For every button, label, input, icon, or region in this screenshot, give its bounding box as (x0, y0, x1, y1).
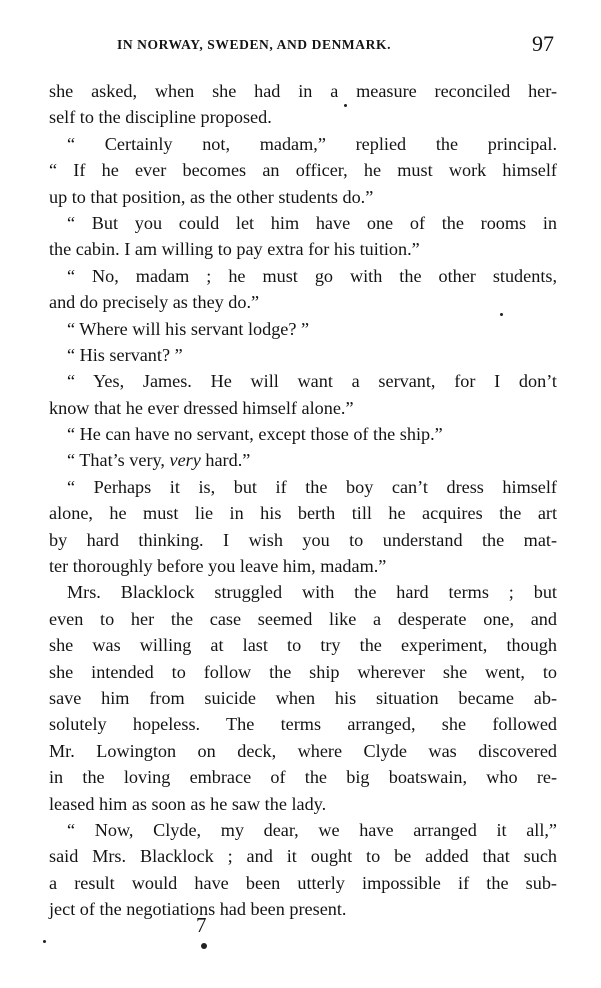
signature-mark: 7 (196, 913, 207, 937)
stray-mark (43, 940, 46, 943)
running-head: IN NORWAY, SWEDEN, AND DENMARK. (117, 37, 392, 52)
text-line: “ He can have no servant, except those of the ship.” (67, 424, 443, 445)
text-line: save him from suicide when his situation became ab- (49, 687, 557, 708)
text-line: self to the discipline proposed. (49, 107, 272, 128)
text-line: and do precisely as they do.” (49, 292, 260, 313)
stray-mark (201, 943, 207, 949)
text-line: alone, he must lie in his berth till he acquires the art (49, 503, 557, 524)
text-line: know that he ever dressed himself alone.” (49, 397, 354, 418)
text-line: “ No, madam ; he must go with the other students, (67, 265, 557, 286)
page-header (0, 30, 601, 60)
text-line: said Mrs. Blacklock ; and it ought to be added that such (49, 846, 557, 867)
text-line: she intended to follow the ship wherever she went, to (49, 661, 557, 682)
text-line: “ But you could let him have one of the rooms in (67, 212, 557, 233)
text-line: up to that position, as the other students do.” (49, 186, 374, 207)
text-line: by hard thinking. I wish you to understand the mat- (49, 529, 557, 550)
text-line: “ His servant? ” (67, 344, 183, 365)
text-line: ject of the negotiations had been present. (49, 899, 347, 920)
text-line: solutely hopeless. The terms arranged, she followed (49, 714, 557, 735)
text-line: “ Perhaps it is, but if the boy can’t dress himself (67, 476, 557, 497)
text-line: “ If he ever becomes an officer, he must work himself (49, 160, 557, 181)
text-line: a result would have been utterly impossible if the sub- (49, 872, 557, 893)
text-line: Mrs. Blacklock struggled with the hard terms ; but (67, 582, 557, 603)
text-line: even to her the case seemed like a desperate one, and (49, 608, 557, 629)
text-line: leased him as soon as he saw the lady. (49, 793, 327, 814)
text-line: in the loving embrace of the big boatswain, who re- (49, 767, 557, 788)
text-line: “ Where will his servant lodge? ” (67, 318, 310, 339)
body-text (49, 78, 557, 923)
page-number: 97 (532, 31, 554, 56)
emphasis: very (169, 450, 201, 471)
text-line: “ Now, Clyde, my dear, we have arranged it all,” (67, 819, 557, 840)
text-line: Mr. Lowington on deck, where Clyde was discovered (49, 740, 557, 761)
text-line: “ Yes, James. He will want a servant, for I don’t (67, 371, 557, 392)
text-line: she asked, when she had in a measure reconciled her- (49, 81, 557, 101)
text-line: “ That’s very, very hard.” (67, 450, 251, 471)
text-line: she was willing at last to try the experiment, though (49, 635, 557, 656)
stray-mark (344, 104, 347, 107)
text-line: ter thoroughly before you leave him, madam.” (49, 556, 387, 577)
text-line: the cabin. I am willing to pay extra for his tuition.” (49, 239, 420, 260)
text-line: “ Certainly not, madam,” replied the principal. (67, 133, 557, 154)
stray-mark (500, 313, 503, 316)
